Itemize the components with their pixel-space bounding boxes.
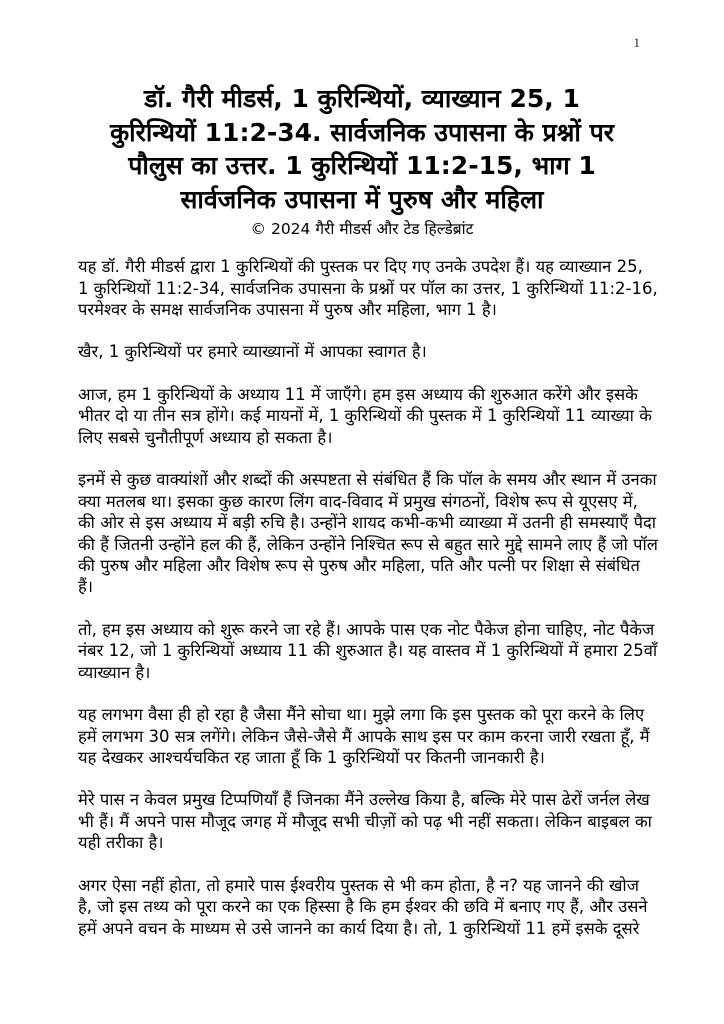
copyright-line: © 2024 गैरी मीडर्स और टेड हिल्डेब्रांट bbox=[250, 220, 474, 238]
paragraph: खैर, 1 कुरिन्थियों पर हमारे व्याख्यानों में आपका स्वागत है। bbox=[78, 342, 427, 362]
title-line-2: कुरिन्थियों 11:2-34. सार्वजनिक उपासना के प्रश्नों पर bbox=[109, 117, 615, 147]
page-number: 1 bbox=[633, 35, 640, 50]
paragraph: आज, हम 1 कुरिन्थियों के अध्याय 11 में जाएँगे। हम इस अध्याय की शुरुआत करेंगे और इसके भीतर दो या तीन सत्र होंगे। कई मायनों में, 1 कुरिन्थियों की पुस्तक में 1 कुरिन्थियों 11 व्याख्या के लिए सबसे चुनौतीपूर्ण अध्याय हो सकता है। bbox=[78, 384, 652, 447]
paragraph: अगर ऐसा नहीं होता, तो हमारे पास ईश्वरीय पुस्तक से भी कम होता, है न? यह जानने की खोज है, जो इस तथ्य को पूरा करने का एक हिस्सा है कि हम ईश्वर की छवि में बनाए गए हैं, और उसने हमें अपने वचन के माध्यम से उसे जानने का कार्य दिया है। तो, 1 कुरिन्थियों 11 हमें इसके दूसरे bbox=[78, 875, 648, 938]
document-body bbox=[78, 256, 658, 939]
paragraph: यह डॉ. गैरी मीडर्स द्वारा 1 कुरिन्थियों की पुस्तक पर दिए गए उनके उपदेश हैं। यह व्याख्यान 25, 1 कुरिन्थियों 11:2-34, सार्वजनिक उपासना के प्रश्नों पर पॉल का उत्तर, 1 कुरिन्थियों 11:2-16, परमेश्वर के समक्ष सार्वजनिक उपासना में पुरुष और महिला, भाग 1 है। bbox=[78, 257, 658, 320]
paragraph: तो, हम इस अध्याय को शुरू करने जा रहे हैं। आपके पास एक नोट पैकेज होना चाहिए, नोट पैकेज नंबर 12, जो 1 कुरिन्थियों अध्याय 11 की शुरुआत है। यह वास्तव में 1 कुरिन्थियों में हमारा 25वाँ व्याख्यान है। bbox=[78, 619, 658, 682]
paragraph: मेरे पास न केवल प्रमुख टिप्पणियाँ हैं जिनका मैंने उल्लेख किया है, बल्कि मेरे पास ढेरों जर्नल लेख भी हैं। मैं अपने पास मौजूद जगह में मौजूद सभी चीज़ों को पढ़ भी नहीं सकता। लेकिन बाइबल का यही तरीका है। bbox=[78, 790, 652, 853]
document-title bbox=[42, 82, 682, 216]
paragraph: इनमें से कुछ वाक्यांशों और शब्दों की अस्पष्टता से संबंधित हैं कि पॉल के समय और स्थान में उनका क्या मतलब था। इसका कुछ कारण लिंग वाद-विवाद में प्रमुख संगठनों, विशेष रूप से यूएसए में, की ओर से इस अध्याय में बड़ी रुचि है। उन्होंने शायद कभी-कभी व्याख्या में उतनी ही समस्याएँ पैदा की हैं जितनी उन्होंने हल की हैं, लेकिन उन्होंने निश्चित रूप से बहुत सारे मुद्दे सामने लाए हैं जो पॉल की पुरुष और महिला और विशेष रूप से पुरुष और महिला, पति और पत्नी पर शिक्षा से संबंधित हैं। bbox=[78, 470, 658, 597]
title-line-1: डॉ. गैरी मीडर्स, 1 कुरिन्थियों, व्याख्यान 25, 1 bbox=[144, 84, 580, 113]
title-line-4: सार्वजनिक उपासना में पुरुष और महिला bbox=[180, 184, 544, 214]
paragraph: यह लगभग वैसा ही हो रहा है जैसा मैंने सोचा था। मुझे लगा कि इस पुस्तक को पूरा करने के लिए हमें लगभग 30 सत्र लगेंगे। लेकिन जैसे-जैसे मैं आपके साथ इस पर काम करना जारी रखता हूँ, मैं यह देखकर आश्चर्यचकित रह जाता हूँ कि 1 कुरिन्थियों पर कितनी जानकारी है। bbox=[78, 705, 650, 768]
title-line-3: पौलुस का उत्तर. 1 कुरिन्थियों 11:2-15, भाग 1 bbox=[128, 151, 596, 180]
